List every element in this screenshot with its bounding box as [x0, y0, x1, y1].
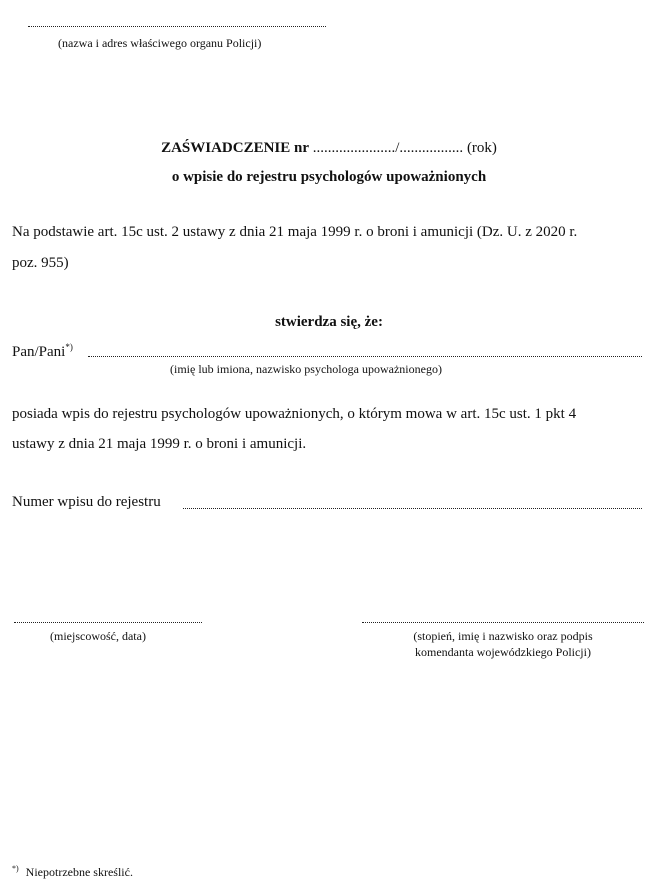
person-footnote-mark: *): [65, 342, 73, 352]
certificate-number-fill: ....................../.................: [312, 140, 464, 156]
person-caption: (imię lub imiona, nazwisko psychologa upoważnionego): [170, 362, 442, 376]
register-number-label: Numer wpisu do rejestru: [12, 494, 161, 510]
signatory-caption-line-1: (stopień, imię i nazwisko oraz podpis: [413, 629, 593, 643]
footnote: [12, 864, 133, 880]
signatory-caption-line-2: komendanta wojewódzkiego Policji): [415, 645, 591, 659]
person-label: [12, 342, 73, 361]
certificate-title-label: ZAŚWIADCZENIE nr: [161, 140, 310, 156]
person-label-text: Pan/Pani: [12, 344, 66, 360]
certificate-title: [0, 140, 658, 157]
place-date-line: [14, 622, 202, 623]
footnote-mark: *): [12, 864, 19, 873]
statement-line-1: posiada wpis do rejestru psychologów upoważnionych, o którym mowa w art. 15c ust. 1 pkt 4: [12, 406, 577, 422]
certificate-subtitle: o wpisie do rejestru psychologów upoważnionych: [171, 169, 487, 185]
certifies-heading: stwierdza się, że:: [275, 314, 383, 330]
certificate-year: (rok): [466, 140, 497, 156]
footnote-text: Niepotrzebne skreślić.: [25, 865, 133, 879]
authority-caption: (nazwa i adres właściwego organu Policji): [58, 36, 262, 50]
statement-line-2: ustawy z dnia 21 maja 1999 r. o broni i amunicji.: [12, 436, 307, 452]
legal-basis-line-1: Na podstawie art. 15c ust. 2 ustawy z dnia 21 maja 1999 r. o broni i amunicji (Dz. U. z 2020 r.: [12, 224, 578, 240]
authority-name-line: [28, 26, 326, 27]
signatory-line: [362, 622, 644, 623]
place-date-caption: (miejscowość, data): [50, 629, 146, 643]
register-number-line: [183, 508, 642, 509]
legal-basis-line-2: poz. 955): [12, 255, 69, 271]
person-name-line: [88, 356, 642, 357]
